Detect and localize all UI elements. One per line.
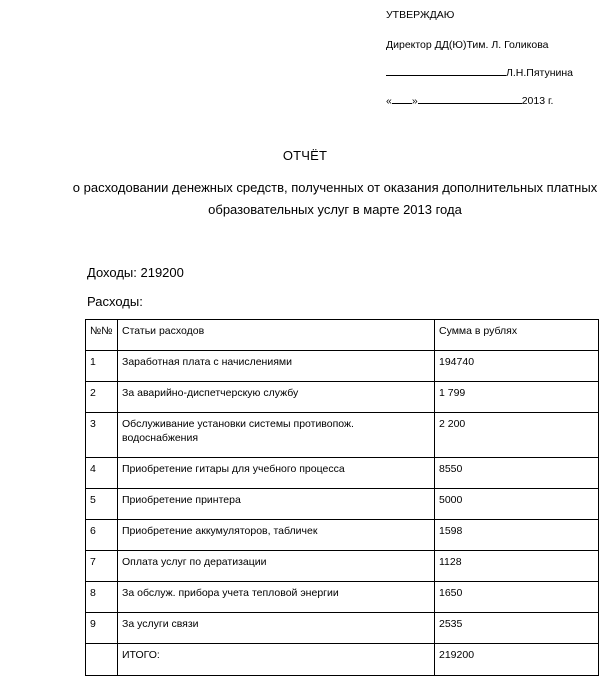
date-year: 2013 г. xyxy=(521,95,554,107)
header-sum: Сумма в рублях xyxy=(435,320,599,351)
report-subtitle: о расходовании денежных средств, полученных от оказания дополнительных платных образовательных услуг в марте 2013 года xyxy=(72,180,598,217)
table-row xyxy=(86,351,599,382)
expenses-table xyxy=(85,319,599,676)
table-total-row xyxy=(86,644,599,676)
row-item: За аварийно-диспетчерскую службу xyxy=(118,382,435,413)
table-row xyxy=(86,458,599,489)
row-sum: 1128 xyxy=(435,551,599,582)
table-row xyxy=(86,382,599,413)
row-sum: 1598 xyxy=(435,520,599,551)
row-item: ИТОГО: xyxy=(118,644,435,676)
director-line: Директор ДД(Ю)Тим. Л. Голикова xyxy=(386,39,549,51)
header-item: Статьи расходов xyxy=(118,320,435,351)
row-number: 2 xyxy=(86,382,118,413)
date-day-blank xyxy=(392,92,412,104)
signature-name: Л.Н.Пятунина xyxy=(506,67,574,79)
row-number xyxy=(86,644,118,676)
row-sum: 8550 xyxy=(435,458,599,489)
row-sum: 2 200 xyxy=(435,413,599,458)
row-number: 7 xyxy=(86,551,118,582)
table-row xyxy=(86,551,599,582)
expenses-label: Расходы: xyxy=(87,294,143,309)
row-sum: 1650 xyxy=(435,582,599,613)
row-item: За услуги связи xyxy=(118,613,435,644)
date-line xyxy=(386,92,553,108)
table-row xyxy=(86,582,599,613)
row-sum: 194740 xyxy=(435,351,599,382)
table-header-row xyxy=(86,320,599,351)
signature-blank xyxy=(386,64,506,76)
row-item: Приобретение аккумуляторов, табличек xyxy=(118,520,435,551)
row-item: Оплата услуг по дератизации xyxy=(118,551,435,582)
row-sum: 2535 xyxy=(435,613,599,644)
table-row xyxy=(86,613,599,644)
row-number: 8 xyxy=(86,582,118,613)
row-number: 1 xyxy=(86,351,118,382)
row-item: Заработная плата с начислениями xyxy=(118,351,435,382)
date-month-blank xyxy=(418,92,522,104)
row-number: 6 xyxy=(86,520,118,551)
income-label: Доходы: 219200 xyxy=(87,265,184,280)
row-number: 9 xyxy=(86,613,118,644)
report-title: ОТЧЁТ xyxy=(282,148,328,163)
table-row xyxy=(86,520,599,551)
date-quote-open: « xyxy=(386,95,392,107)
row-item: За обслуж. прибора учета тепловой энергии xyxy=(118,582,435,613)
header-number: №№ xyxy=(86,320,118,351)
row-item: Приобретение гитары для учебного процесса xyxy=(118,458,435,489)
row-number: 4 xyxy=(86,458,118,489)
row-item: Обслуживание установки системы противопож. водоснабжения xyxy=(118,413,435,458)
row-number: 3 xyxy=(86,413,118,458)
row-sum: 5000 xyxy=(435,489,599,520)
date-quote-close: » xyxy=(411,95,418,107)
table-row xyxy=(86,489,599,520)
row-item: Приобретение принтера xyxy=(118,489,435,520)
row-number: 5 xyxy=(86,489,118,520)
approval-heading: УТВЕРЖДАЮ xyxy=(386,9,455,21)
table-row xyxy=(86,413,599,458)
signature-line xyxy=(386,64,573,80)
row-sum: 219200 xyxy=(435,644,599,676)
row-sum: 1 799 xyxy=(435,382,599,413)
